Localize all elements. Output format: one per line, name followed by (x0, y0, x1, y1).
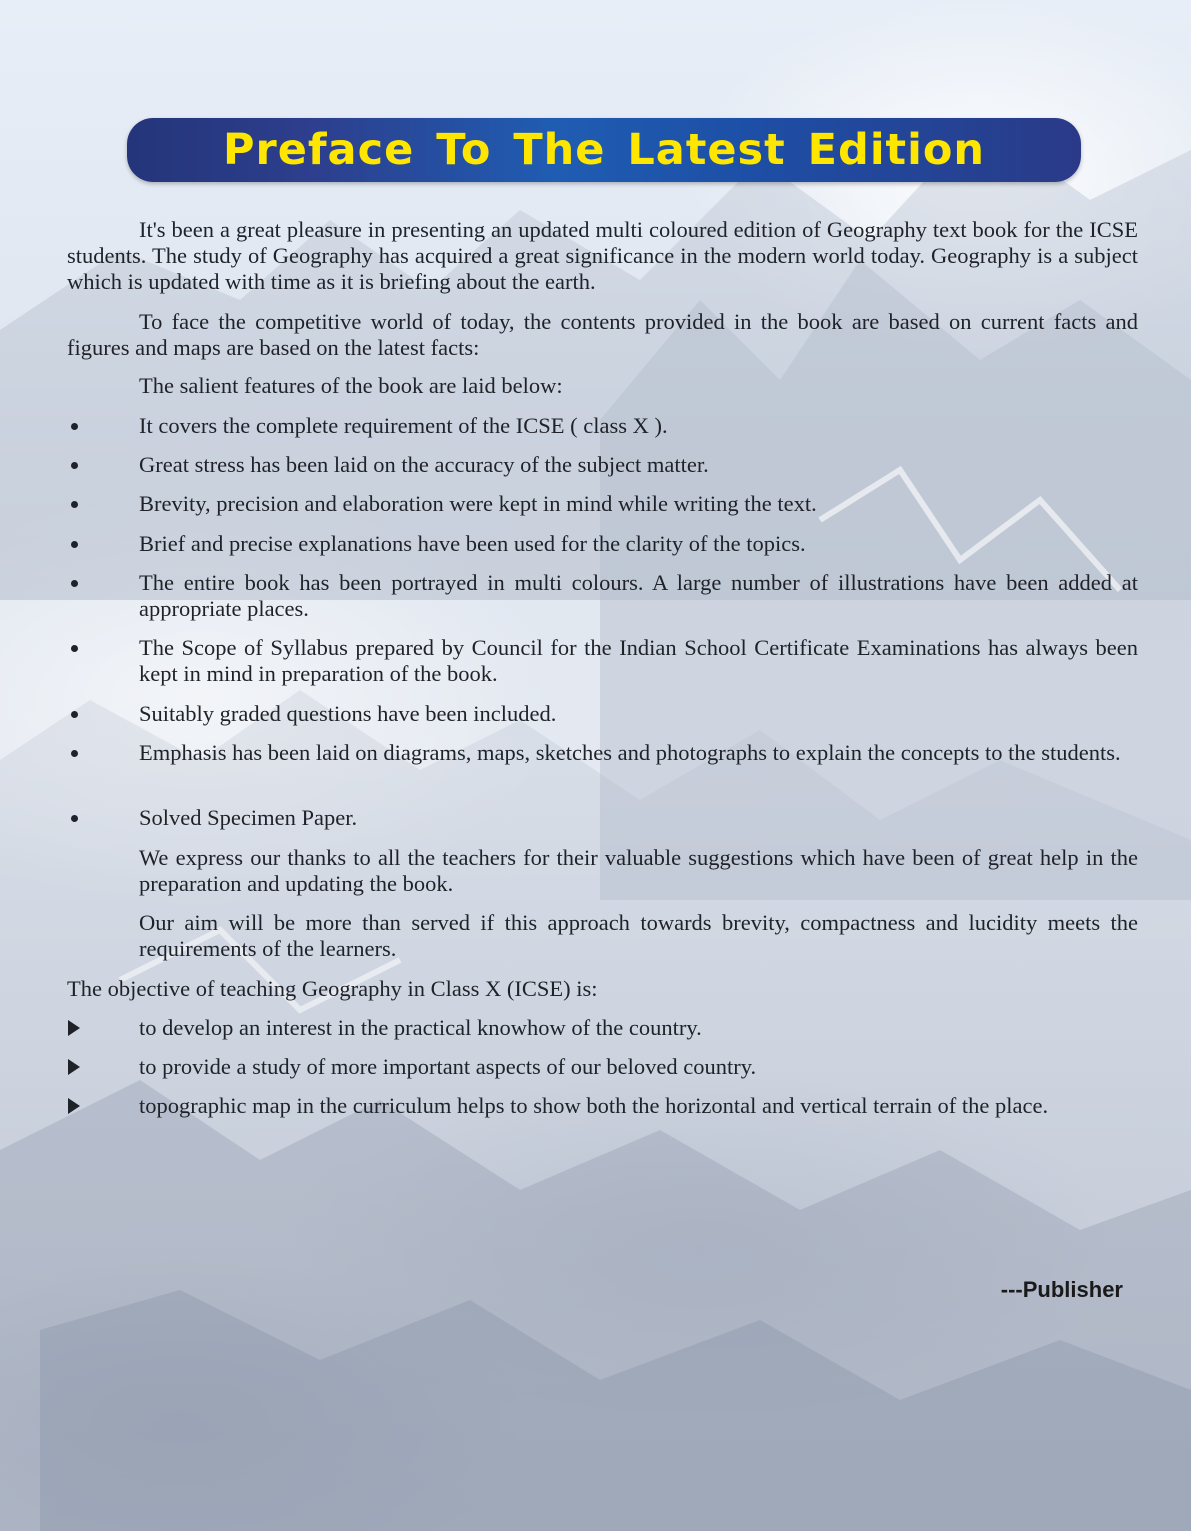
bullet-dot-icon (67, 531, 81, 557)
bullet-dot-icon (67, 452, 81, 478)
intro-paragraph-2: To face the competitive world of today, the contents provided in the book are based on current facts and figures and maps are based on the latest facts: (67, 309, 1138, 360)
aim-paragraph: Our aim will be more than served if this approach towards brevity, compactness and lucidity meets the requirements of the learners. (139, 910, 1138, 961)
objective-text: to provide a study of more important aspects of our beloved country. (139, 1054, 757, 1079)
objective-text: topographic map in the curriculum helps to show both the horizontal and vertical terrain of the place. (139, 1093, 1049, 1118)
feature-text: The entire book has been portrayed in multi colours. A large number of illustrations have been added at appropriate places. (139, 570, 1138, 621)
bullet-dot-icon (67, 805, 81, 831)
bullet-dot-icon (67, 701, 81, 727)
intro-paragraph-1: It's been a great pleasure in presenting an updated multi coloured edition of Geography text book for the ICSE students. The study of Geography has acquired a great significance in the modern world today. Geography is a subject which is updated with time as it is briefing about the earth. (67, 217, 1138, 294)
feature-text: Suitably graded questions have been included. (139, 701, 557, 726)
features-heading: The salient features of the book are laid below: (139, 373, 563, 398)
bullet-dot-icon (67, 491, 81, 517)
bullet-dot-icon (67, 570, 81, 596)
feature-text: Brevity, precision and elaboration were kept in mind while writing the text. (139, 491, 817, 516)
title-banner (127, 118, 1081, 182)
page-title: Preface To The Latest Edition (222, 125, 986, 175)
arrow-bullet-icon (67, 1054, 81, 1080)
objective-text: to develop an interest in the practical knowhow of the country. (139, 1015, 702, 1040)
feature-text: Great stress has been laid on the accuracy of the subject matter. (139, 452, 709, 477)
feature-text: Brief and precise explanations have been used for the clarity of the topics. (139, 531, 806, 556)
feature-text: Emphasis has been laid on diagrams, maps, sketches and photographs to explain the concepts to the students. (139, 740, 1121, 765)
thanks-paragraph: We express our thanks to all the teachers for their valuable suggestions which have been of great help in the preparation and updating the book. (139, 845, 1138, 896)
bullet-dot-icon (67, 413, 81, 439)
feature-text: It covers the complete requirement of the ICSE ( class X ). (139, 413, 668, 438)
bullet-dot-icon (67, 635, 81, 661)
feature-text: The Scope of Syllabus prepared by Council for the Indian School Certificate Examinations has always been kept in mind in preparation of the book. (139, 635, 1138, 686)
publisher-signature: ---Publisher (1000, 1277, 1123, 1302)
bullet-dot-icon (67, 740, 81, 766)
objective-heading: The objective of teaching Geography in Class X (ICSE) is: (67, 976, 598, 1001)
arrow-bullet-icon (67, 1093, 81, 1119)
feature-text: Solved Specimen Paper. (139, 805, 358, 830)
arrow-bullet-icon (67, 1015, 81, 1041)
